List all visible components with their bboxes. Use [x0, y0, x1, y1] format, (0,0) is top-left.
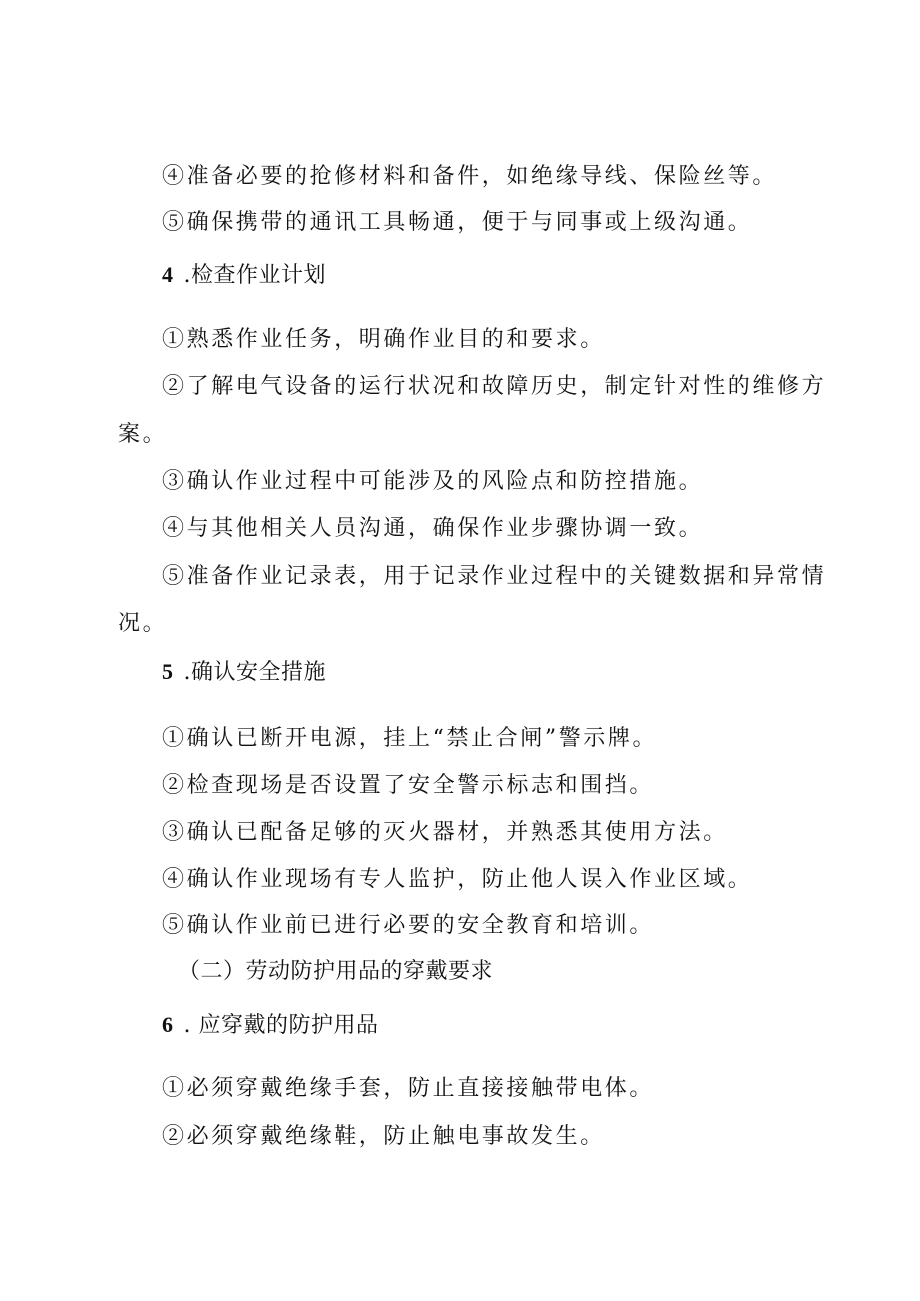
- section-heading-6: [162, 1012, 379, 1039]
- subsection-heading: （二）劳动防护用品的穿戴要求: [178, 959, 494, 984]
- list-item-prepare-materials: ④准备必要的抢修材料和备件，如绝缘导线、保险丝等。: [162, 164, 778, 189]
- list-item-communication-tools: ⑤确保携带的通讯工具畅通，便于与同事或上级沟通。: [162, 210, 753, 235]
- list-item-record-sheet: ⑤准备作业记录表，用于记录作业过程中的关键数据和异常情: [162, 564, 827, 589]
- section-number: 6: [162, 1012, 174, 1037]
- section-number: 5: [162, 659, 174, 684]
- section-title: .确认安全措施: [183, 660, 326, 685]
- list-item-coordinate: ④与其他相关人员沟通，确保作业步骤协调一致。: [162, 516, 704, 541]
- section-heading-4: [162, 262, 326, 289]
- list-item-power-off: ①确认已断开电源，挂上“禁止合闸”警示牌。: [162, 726, 658, 751]
- section-title: .检查作业计划: [183, 263, 326, 288]
- section-title: . 应穿戴的防护用品: [183, 1013, 379, 1038]
- list-item-equipment-status: ②了解电气设备的运行状况和故障历史，制定针对性的维修方: [162, 374, 827, 399]
- list-item-risk-points: ③确认作业过程中可能涉及的风险点和防控措施。: [162, 469, 704, 494]
- list-item-supervision: ④确认作业现场有专人监护，防止他人误入作业区域。: [162, 867, 753, 892]
- list-item-safety-training: ⑤确认作业前已进行必要的安全教育和培训。: [162, 913, 655, 938]
- list-item-insulated-gloves: ①必须穿戴绝缘手套，防止直接接触带电体。: [162, 1076, 655, 1101]
- list-item-familiar-task: ①熟悉作业任务，明确作业目的和要求。: [162, 327, 605, 352]
- list-item-insulated-shoes: ②必须穿戴绝缘鞋，防止触电事故发生。: [162, 1124, 605, 1149]
- list-item-equipment-status-cont: 案。: [118, 422, 168, 447]
- list-item-record-sheet-cont: 况。: [118, 611, 168, 636]
- list-item-warning-signs: ②检查现场是否设置了安全警示标志和围挡。: [162, 773, 655, 798]
- section-number: 4: [162, 262, 174, 287]
- list-item-fire-equipment: ③确认已配备足够的灭火器材，并熟悉其使用方法。: [162, 820, 728, 845]
- section-heading-5: [162, 659, 326, 686]
